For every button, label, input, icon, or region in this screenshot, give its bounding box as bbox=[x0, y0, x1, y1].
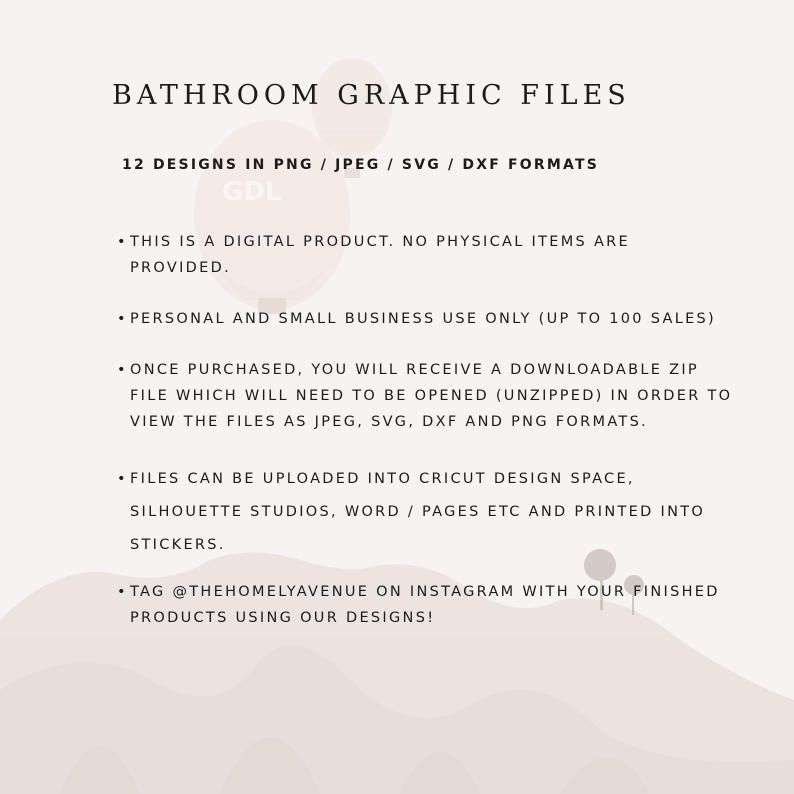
bullet-zip-download: • ONCE PURCHASED, YOU WILL RECEIVE A DOWNLOADABLE ZIP FILE WHICH WILL NEED TO BE OPENED (UNZIPPED) IN ORDER TO VIEW THE FILES AS JPEG, SVG, DXF AND PNG FORMATS. bbox=[117, 357, 737, 435]
balloon-logo-text: GDL bbox=[222, 177, 282, 207]
bullet-usage-license: • PERSONAL AND SMALL BUSINESS USE ONLY (UP TO 100 SALES) bbox=[117, 306, 737, 332]
page-title: BATHROOM GRAPHIC FILES bbox=[112, 80, 631, 111]
formats-subtitle: 12 DESIGNS IN PNG / JPEG / SVG / DXF FORMATS bbox=[122, 157, 599, 173]
bullet-digital-product: • THIS IS A DIGITAL PRODUCT. NO PHYSICAL ITEMS ARE PROVIDED. bbox=[117, 229, 737, 281]
bullet-instagram-tag: • TAG @THEHOMELYAVENUE ON INSTAGRAM WITH YOUR FINISHED PRODUCTS USING OUR DESIGNS! bbox=[117, 579, 737, 631]
info-bullet-list bbox=[117, 229, 737, 631]
bullet-compatibility: • FILES CAN BE UPLOADED INTO CRICUT DESIGN SPACE, SILHOUETTE STUDIOS, WORD / PAGES ETC AND PRINTED INTO STICKERS. bbox=[117, 463, 737, 562]
